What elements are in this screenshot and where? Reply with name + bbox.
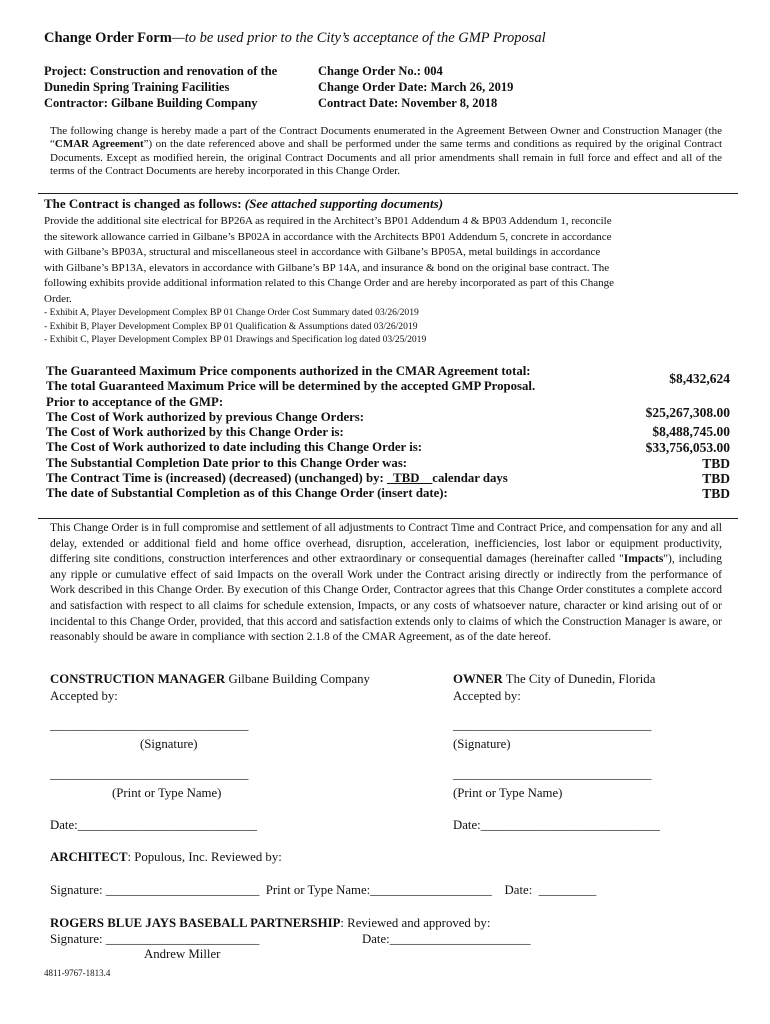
- settlement-text-2: "), including any ripple or cumulative effect of said Impacts on the overall Work under the Contract arising directly or indirectly from the performance of Work described in this Change Order. By execution of this Change Order, Contractor agrees that this Change Order constitutes a complete accord and satisfaction with respect to all claims for schedule extension, Impacts, or any costs of whatsoever nature, character or kind arising out of or incidental to this Change Order, provided, that this accord and satisfaction extends only to claims of which the Construction Manager is aware, or reasonably should be aware in compliance with section 2.1.8 of the CMAR Agreement, as of the date hereof.: [50, 553, 723, 644]
- rogers-label: ROGERS BLUE JAYS BASEBALL PARTNERSHIP: [50, 916, 341, 930]
- rogers-heading: [50, 916, 490, 931]
- cm-date-line[interactable]: Date:____________________________: [50, 818, 257, 832]
- cm-name: Gilbane Building Company: [225, 672, 370, 686]
- cm-signature-caption: (Signature): [140, 737, 198, 751]
- contract-time-value: TBD: [387, 471, 433, 486]
- owner-signature-line[interactable]: _______________________________: [453, 718, 652, 732]
- intro-bold: CMAR Agreement: [54, 138, 144, 151]
- completion-date-value: TBD: [702, 486, 730, 501]
- architect-signature-line[interactable]: Signature: ________________________ Print or Type Name:___________________ Date: _________: [50, 883, 597, 897]
- cm-print-caption: (Print or Type Name): [112, 786, 222, 800]
- project-line-1: Project: Construction and renovation of the: [44, 64, 278, 78]
- contract-time-amount: TBD: [702, 471, 730, 486]
- settlement-paragraph: [50, 521, 722, 646]
- owner-heading: [453, 671, 655, 688]
- to-date-cost-line: The Cost of Work authorized to date including this Change Order is:: [46, 440, 422, 455]
- header-right: [318, 63, 513, 111]
- owner-signature-caption: (Signature): [453, 737, 511, 751]
- change-order-date: Change Order Date: March 26, 2019: [318, 80, 514, 94]
- exhibit-list: [44, 306, 426, 347]
- owner-accepted-by: Accepted by:: [453, 689, 521, 703]
- previous-cost-amount: $25,267,308.00: [645, 405, 730, 420]
- cm-heading: [50, 671, 370, 688]
- cm-print-line[interactable]: _______________________________: [50, 767, 249, 781]
- document-id: 4811-9767-1813.4: [44, 968, 111, 978]
- contract-time-suffix: calendar days: [432, 471, 508, 486]
- title-italic: —to be used prior to the City’s acceptance of the GMP Proposal: [171, 30, 546, 46]
- header-left: [44, 63, 277, 111]
- contract-date: Contract Date: November 8, 2018: [318, 96, 498, 110]
- owner-signature-block: [453, 671, 655, 705]
- summary-block: [46, 364, 535, 502]
- cm-signature-block: [50, 671, 370, 705]
- exhibit-b: - Exhibit B, Player Development Complex BP 01 Qualification & Assumptions dated 03/26/2019: [44, 320, 418, 332]
- page-title: [44, 30, 546, 47]
- contract-time-prefix: The Contract Time is (increased) (decreased) (unchanged) by:: [46, 471, 387, 486]
- rogers-date-line[interactable]: Date:______________________: [362, 932, 531, 946]
- divider-2: [38, 518, 738, 519]
- exhibit-c: - Exhibit C, Player Development Complex BP 01 Drawings and Specification log dated 03/25/2019: [44, 334, 427, 345]
- changed-heading-italic: (See attached supporting documents): [244, 196, 444, 211]
- cm-label: CONSTRUCTION MANAGER: [50, 672, 226, 686]
- cm-signature-line[interactable]: _______________________________: [50, 718, 249, 732]
- settlement-bold: Impacts: [623, 553, 664, 566]
- architect-label: ARCHITECT: [50, 850, 128, 864]
- owner-name: The City of Dunedin, Florida: [502, 672, 656, 686]
- changed-body: [44, 214, 622, 308]
- cm-accepted-by: Accepted by:: [50, 689, 118, 703]
- intro-text-2: ”) on the date referenced above and shall be performed under the same terms and conditions as required by the original Contract Documents. Except as modified herein, the original Contract Documents and all prior amendments shall remain in full force and effect and all of the terms of the Contract Documents are hereby incorporated in this Change Order.: [50, 138, 723, 178]
- this-cost-line: The Cost of Work authorized by this Change Order is:: [46, 425, 344, 440]
- prior-acceptance-line: Prior to acceptance of the GMP:: [46, 394, 224, 409]
- changed-heading-bold: The Contract is changed as follows:: [44, 196, 245, 211]
- owner-print-caption: (Print or Type Name): [453, 786, 563, 800]
- project-line-2: Dunedin Spring Training Facilities: [44, 80, 230, 94]
- changed-heading: [44, 196, 443, 212]
- title-bold: Change Order Form: [44, 30, 172, 46]
- architect-text: : Populous, Inc. Reviewed by:: [127, 850, 282, 864]
- previous-cost-line: The Cost of Work authorized by previous Change Orders:: [46, 409, 365, 424]
- contract-time-line: [46, 471, 535, 486]
- divider-1: [38, 193, 738, 194]
- gmp-total-line: The total Guaranteed Maximum Price will be determined by the accepted GMP Proposal.: [46, 379, 536, 394]
- this-cost-amount: $8,488,745.00: [652, 424, 730, 439]
- intro-text-1: The following change is hereby made a part of the Contract Documents enumerated in the Agreement Between Owner and Construction Manager (the “: [50, 125, 722, 151]
- owner-print-line[interactable]: _______________________________: [453, 767, 652, 781]
- owner-date-line[interactable]: Date:____________________________: [453, 818, 660, 832]
- rogers-text: : Reviewed and approved by:: [340, 916, 491, 930]
- changed-body-text: Provide the additional site electrical for BP26A as required in the Architect’s BP01 Addendum 4 & BP03 Addendum 1, reconcile the sitework allowance carried in Gilbane’s BP02A in accordance with the Architects BP01 Addendum 5, concrete in accordance with Gilbane’s BP03A, structural and miscellaneous steel in accordance with Gilbane’s BP05A, metal buildings in accordance with Gilbane’s BP13A, elevators in accordance with Gilbane’s BP 14A, and insurance & bond on the original base contract. The following exhibits provide additional information related to this Change Order and are hereby incorporated as part of this Change Order.: [44, 215, 615, 305]
- intro-paragraph: [50, 125, 722, 179]
- architect-heading: [50, 850, 282, 865]
- exhibit-a: - Exhibit A, Player Development Complex BP 01 Change Order Cost Summary dated 03/26/2019: [44, 307, 419, 318]
- gmp-components-line: The Guaranteed Maximum Price components authorized in the CMAR Agreement total:: [46, 364, 531, 378]
- owner-label: OWNER: [453, 672, 503, 686]
- contractor-line: Contractor: Gilbane Building Company: [44, 96, 258, 110]
- prior-completion-line: The Substantial Completion Date prior to this Change Order was:: [46, 455, 408, 470]
- gmp-amount: $8,432,624: [669, 371, 730, 386]
- settlement-text-1: This Change Order is in full compromise and settlement of all adjustments to Contract Time and Contract Price, and compensation for any and all delay, extended or additional field and home office overhead, disruption, acceleration, inefficiencies, lost labor or equipment productivity, differing site conditions, construction interferences and other extraordinary or consequential damages (hereinafter called ": [50, 522, 722, 566]
- completion-date-line: The date of Substantial Completion as of this Change Order (insert date):: [46, 486, 448, 501]
- rogers-signer-name: Andrew Miller: [144, 947, 221, 961]
- rogers-signature-line[interactable]: Signature: ________________________: [50, 932, 260, 946]
- prior-completion-value: TBD: [702, 456, 730, 471]
- to-date-cost-amount: $33,756,053.00: [645, 440, 730, 455]
- change-order-no: Change Order No.: 004: [318, 64, 443, 78]
